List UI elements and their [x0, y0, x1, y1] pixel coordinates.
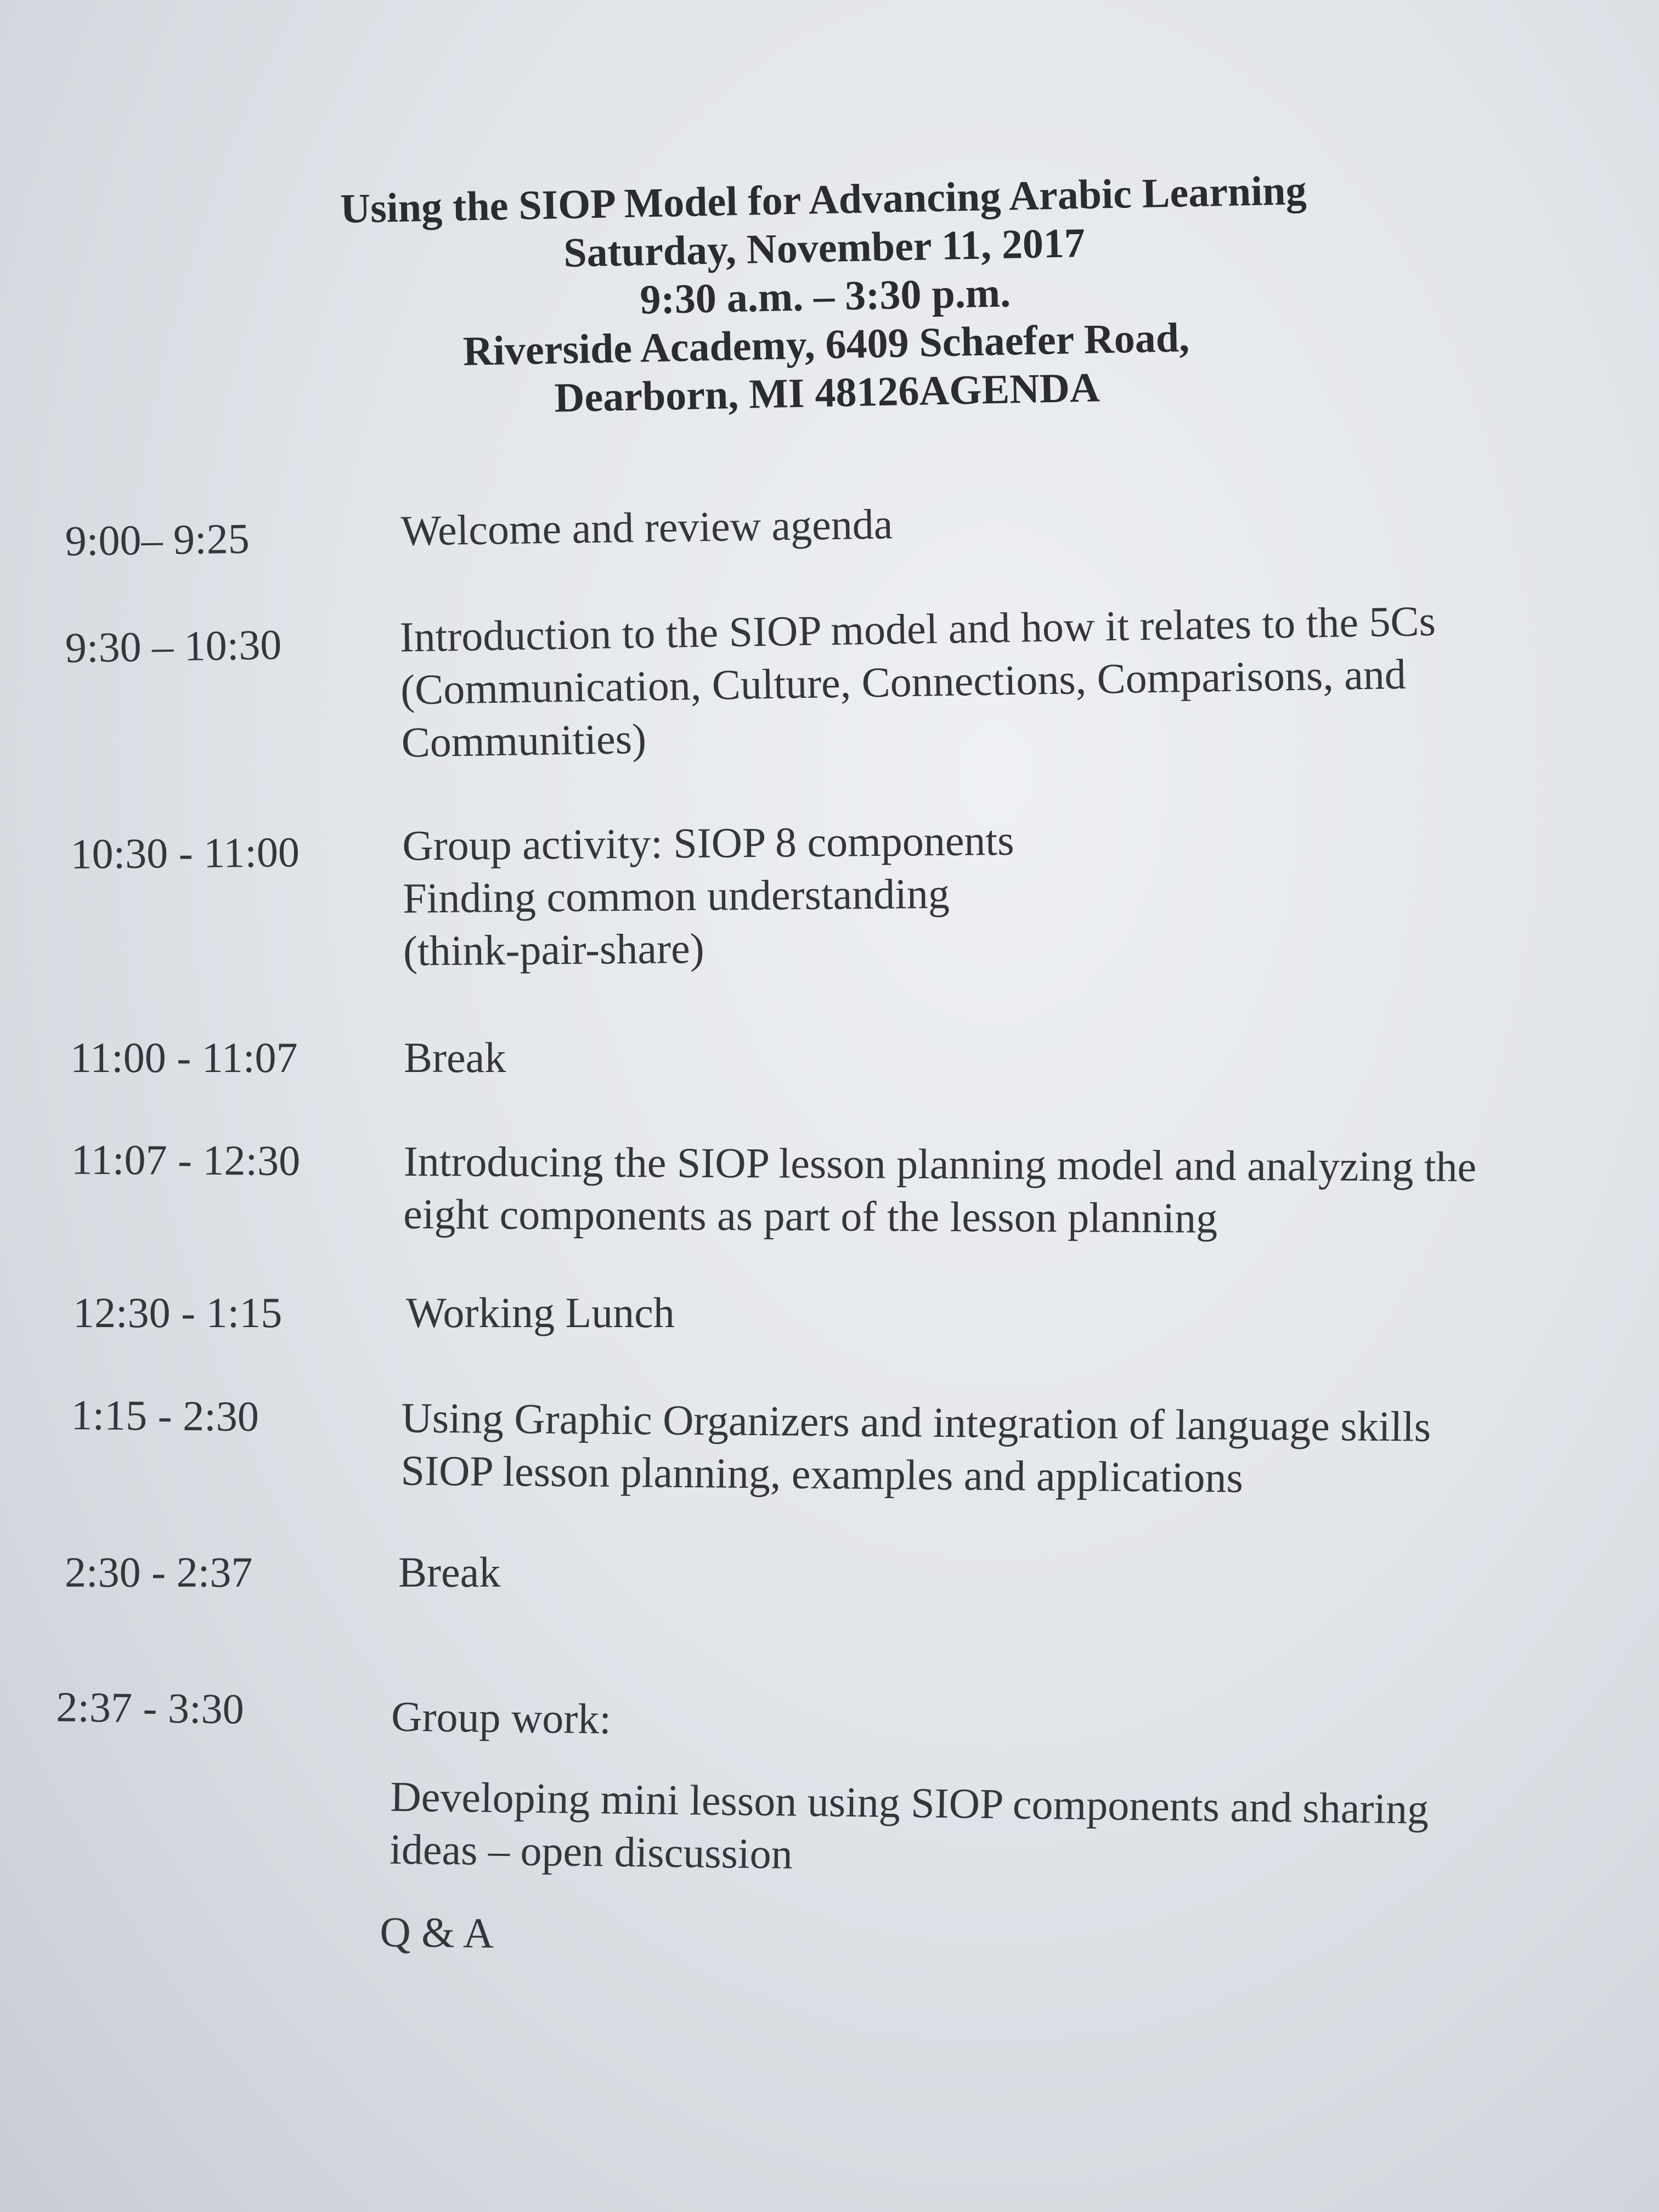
agenda-description: Using Graphic Organizers and integration of language skills SIOP lesson planning, examples and applications — [400, 1393, 1431, 1502]
agenda-time: 12:30 - 1:15 — [73, 1289, 283, 1336]
agenda-time: 2:30 - 2:37 — [65, 1548, 253, 1596]
agenda-time: 11:00 - 11:07 — [70, 1034, 298, 1081]
agenda-time: 10:30 - 11:00 — [70, 828, 300, 878]
agenda-time: 9:30 – 10:30 — [65, 620, 282, 672]
agenda-item — [0, 1388, 1659, 1502]
agenda-item — [0, 809, 1659, 975]
agenda-description: Introduction to the SIOP model and how it relates to the 5Cs (Communication, Culture, Connections, Comparisons, and Communities) — [399, 596, 1436, 766]
agenda-time: 2:37 - 3:30 — [55, 1683, 245, 1733]
agenda-description: Introducing the SIOP lesson planning model and analyzing the eight components as part of the lesson planning — [403, 1137, 1477, 1242]
agenda-time: 11:07 - 12:30 — [71, 1135, 301, 1184]
event-date: Saturday, November 11, 2017 — [563, 219, 1086, 276]
agenda-item — [0, 591, 1659, 766]
event-city: Dearborn, MI 48126AGENDA — [554, 364, 1101, 421]
agenda-description: Welcome and review agenda — [400, 500, 893, 555]
agenda-description: Working Lunch — [406, 1289, 675, 1336]
event-time: 9:30 a.m. – 3:30 p.m. — [639, 269, 1011, 323]
agenda-time: 1:15 - 2:30 — [71, 1391, 259, 1441]
agenda-item — [0, 1133, 1659, 1242]
agenda-item — [0, 487, 1659, 565]
agenda-time: 9:00– 9:25 — [65, 514, 250, 565]
agenda-description: Group activity: SIOP 8 components Finding common understanding (think-pair-share) — [402, 816, 1014, 975]
agenda-description: Break — [398, 1548, 501, 1596]
event-title: Using the SIOP Model for Advancing Arabic Learning — [340, 167, 1307, 232]
agenda-description: Break — [404, 1034, 506, 1081]
agenda-item — [0, 1680, 1659, 1957]
event-venue: Riverside Academy, 6409 Schaefer Road, — [462, 314, 1190, 375]
agenda-description: Group work: Developing mini lesson using SIOP components and sharing ideas – open discussion Q & A — [379, 1692, 1429, 1957]
